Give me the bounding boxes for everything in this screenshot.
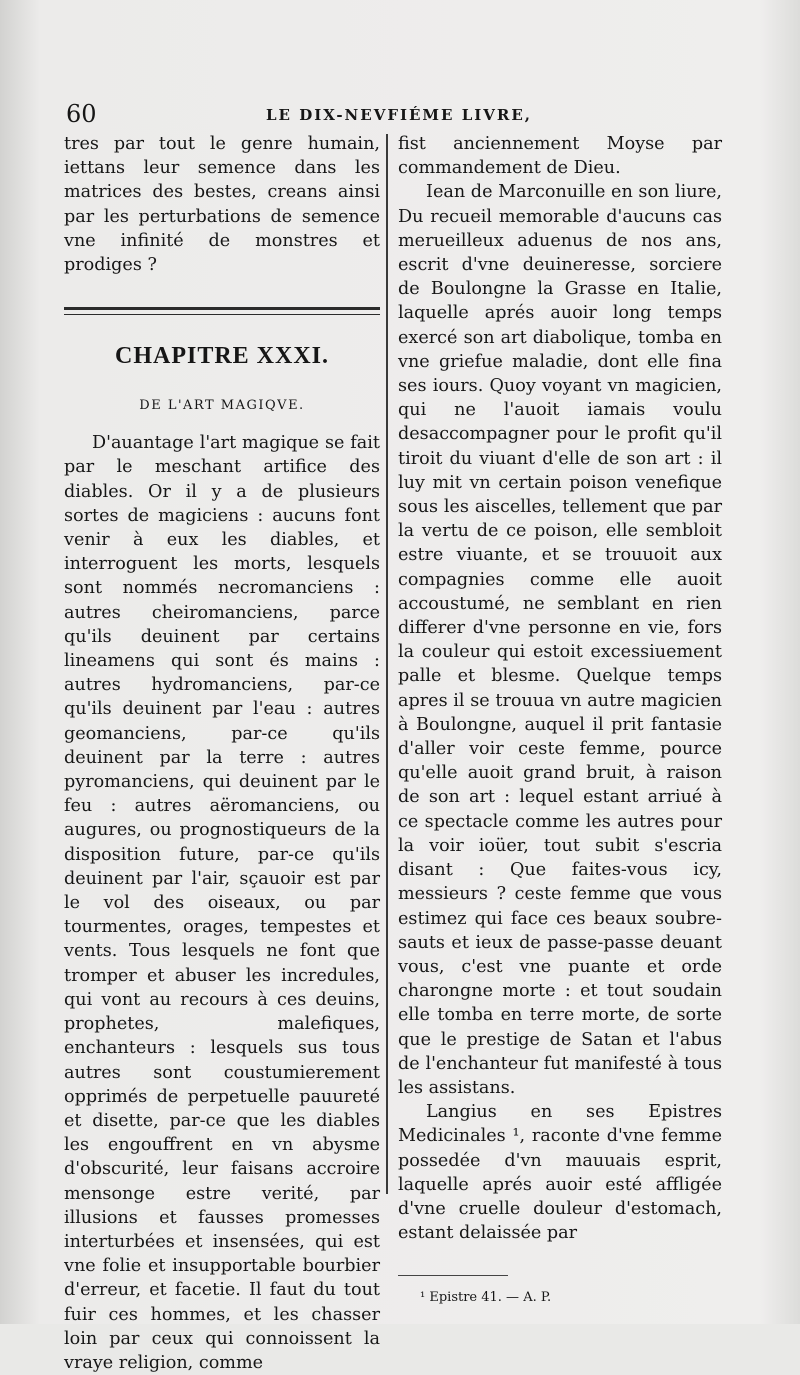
running-head: LE DIX-NEVFIÉME LIVRE,	[266, 106, 533, 124]
chapter-main-paragraph: D'auantage l'art magique se fait par le meschant artifice des diables. Or il y a de plusieurs sortes de magiciens : aucuns font venir à eux les diables, et interroguent les morts, lesquels sont nommés necromanciens : autres cheiromanciens, parce qu'ils deuinent par certains lineamens qui sont és mains : autres hydromanciens, par-ce qu'ils deuinent par l'eau : autres geomanciens, par-ce qu'ils deuinent par la terre : autres pyromanciens, qui deuinent par le feu : autres aëromanciens, ou augures, ou prognostiqueurs de la disposition future, par-ce qu'ils deuinent par l'air, sçauoir est par le vol des oiseaux, ou par tourmentes, orages, tempestes et vents. Tous lesquels ne font que tromper et abuser les incredules, qui vont au recours à ces deuins, prophetes, malefiques, enchanteurs : lesquels sus tous autres sont coustumierement opprimés de perpetuelle pauureté et disette, par-ce que les diables les engouffrent en vn abysme d'obscurité, leur faisans accroire mensonge estre verité, par illusions et fausses promesses interturbées et insensées, qui est vne folie et insupportable bourbier d'erreur, et facetie. Il faut du tout fuir ces hommes, et les chasser loin par ceux qui connoissent la vraye religion, comme	[64, 433, 380, 1373]
page-header	[66, 100, 726, 130]
footnote-rule	[398, 1275, 508, 1276]
right-column	[398, 132, 722, 1305]
footnote: ¹ Epistre 41. — A. P.	[420, 1290, 552, 1306]
separator-rule-thin	[64, 314, 380, 315]
right-paragraph-2: Iean de Marconuille en son liure, Du recueil memorable d'aucuns cas merueilleux aduenus de nos ans, escrit d'vne deuineresse, sorciere de Boulongne la Grasse en Italie, laquelle aprés auoir long temps exercé son art diabolique, tomba en vne griefue maladie, dont elle fina ses iours. Quoy voyant vn magicien, qui ne l'auoit iamais voulu desaccompagner pour le profit qu'il tiroit du viuant d'elle de son art : il luy mit vn certain poison venefique sous les aiscelles, tellement que par la vertu de ce poison, elle sembloit estre viuante, et se trouuoit aux compagnies comme elle auoit accoustumé, ne semblant en rien differer d'vne personne en vie, fors la couleur qui estoit excessiuement palle et blesme. Quelque temps apres il se trouua vn autre magicien à Boulongne, auquel il prit fantasie d'aller voir ceste femme, pource qu'elle auoit grand bruit, à raison de son art : lequel estant arriué à ce spectacle comme les autres pour la voir ioüer, tout subit s'escria disant : Que faites-vous icy, messieurs ? ceste femme que vous estimez qui face ces beaux soubre-sauts et ieux de passe-passe deuant vous, c'est vne puante et orde charongne morte : et tout soudain elle tomba en terre morte, de sorte que le prestige de Satan et l'abus de l'enchanteur fut manifesté à tous les assistans.	[398, 182, 722, 1098]
left-column	[64, 132, 380, 1375]
right-paragraph-1: fist anciennement Moyse par commandement de Dieu.	[398, 134, 722, 179]
chapter-separator	[64, 307, 380, 315]
separator-rule-thick	[64, 307, 380, 310]
column-divider	[386, 134, 388, 1194]
right-paragraph-3: Langius en ses Epistres Medicinales ¹, raconte d'vne femme possedée d'vn mauuais esprit, laquelle aprés auoir esté affligée d'vne cruelle douleur d'estomach, estant delaissée par	[398, 1102, 722, 1244]
chapter-subtitle: DE L'ART MAGIQVE.	[139, 398, 305, 414]
chapter-title: CHAPITRE XXXI.	[114, 343, 329, 370]
page-number: 60	[66, 100, 97, 128]
left-top-paragraph: tres par tout le genre humain, iettans leur semence dans les matrices des bestes, creans ainsi par les perturbations de semence vne infinité de monstres et prodiges ?	[64, 134, 380, 276]
